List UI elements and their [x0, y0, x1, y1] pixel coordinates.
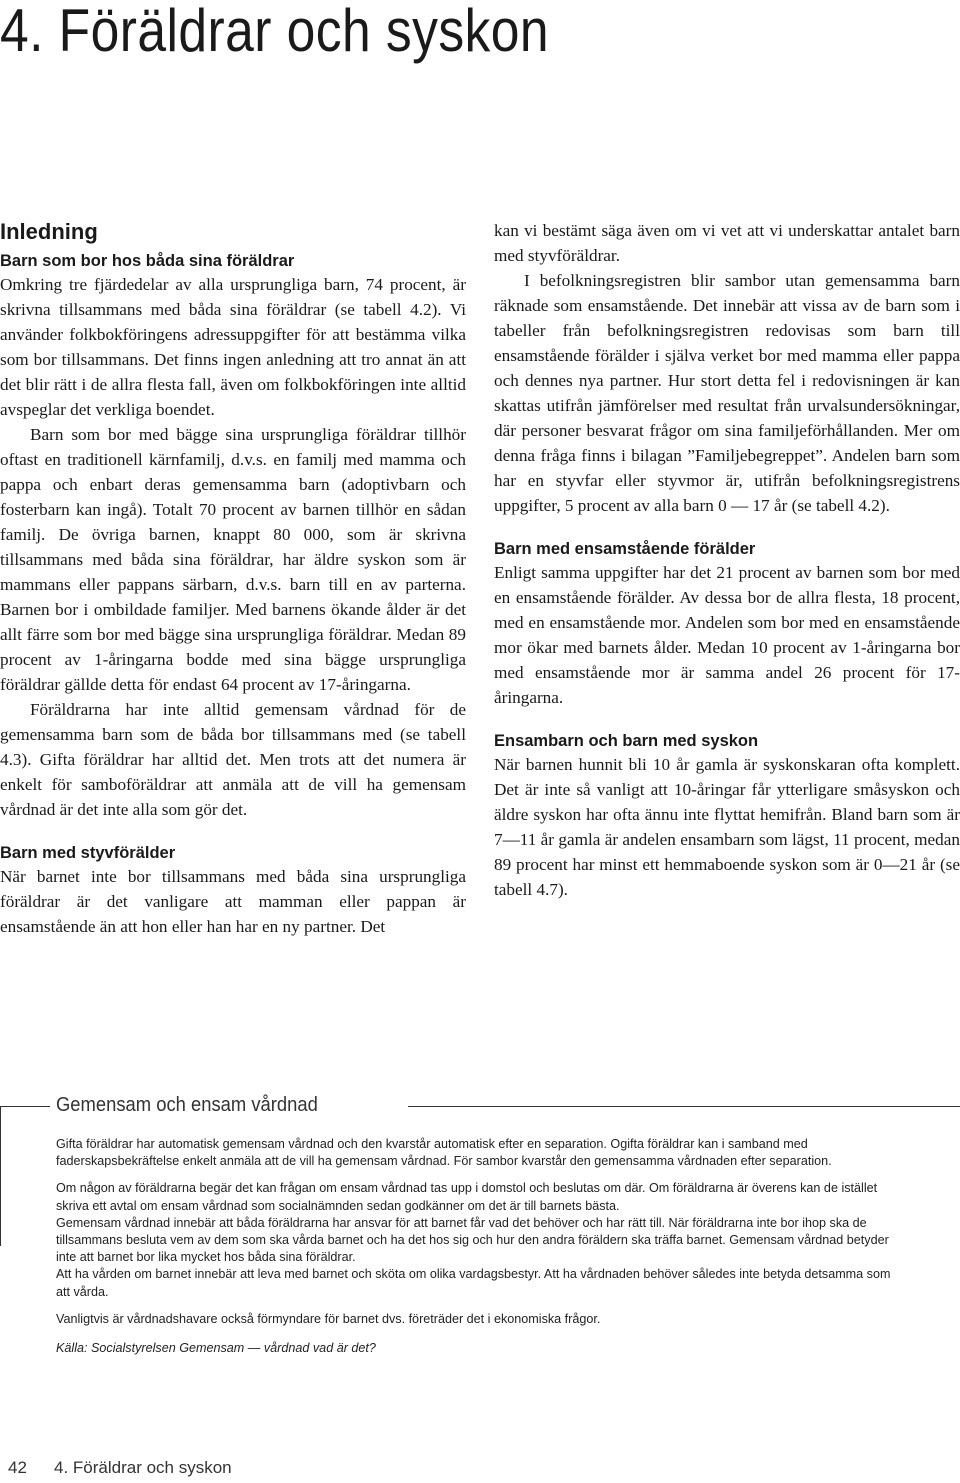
- fact-paragraph: Gifta föräldrar har automatisk gemensam vårdnad och den kvarstår automatisk efter en separation. Ogifta föräldrar kan i samband med faderskapsbekräftelse enkelt anmäla att de vill ha gemensam vårdnad. För sambor kvarstår den gemensamma vårdnaden efter separation.: [56, 1137, 832, 1169]
- box-rule: [408, 1106, 960, 1107]
- fact-box-body: [56, 1136, 906, 1367]
- paragraph: Barn som bor med bägge sina ursprungliga föräldrar tillhör oftast en traditionell kärnfamilj, d.v.s. en familj med mamma och pappa och enbart deras gemensamma barn (adoptivbarn och fosterbarn kan ingå). Totalt 70 procent av barnen tillhör en sådan familj. De övriga barnen, knappt 80 000, som är skrivna tillsammans med båda sina föräldrar, har äldre syskon som är mammans eller pappans särbarn, d.v.s. barn till en av parterna. Barnen bor i ombildade familjer. Med barnens ökande ålder är det allt färre som bor med bägge sina ursprungliga föräldrar. Medan 89 procent av 1-åringarna bodde med sina bägge ursprungliga föräldrar gällde detta för endast 64 procent av 17-åringarna.: [0, 425, 466, 694]
- paragraph: När barnet inte bor tillsammans med båda sina ursprungliga föräldrar är det vanligare att mamman eller pappan är ensamstående än att hon eller han har en ny partner. Det: [0, 867, 466, 936]
- paragraph: När barnen hunnit bli 10 år gamla är syskonskaran ofta komplett. Det är inte så vanligt att 10-åringar får ytterligare småsyskon och äldre syskon har ofta ännu inte flyttat hemifrån. Bland barn som är 7—11 år gamla är andelen ensambarn som lägst, 11 procent, medan 89 procent har minst ett hemmaboende syskon som är 0—21 år (se tabell 4.7).: [494, 755, 960, 899]
- fact-paragraph: Vanligtvis är vårdnadshavare också förmyndare för barnet dvs. företräder det i ekonomiska frågor.: [56, 1311, 601, 1326]
- fact-paragraph: Att ha vården om barnet innebär att leva med barnet och sköta om olika vardagsbestyr. Att ha vårdnaden behöver således inte betyda detsamma som att vårda.: [56, 1267, 891, 1299]
- left-column: [0, 212, 466, 939]
- fact-paragraph: Gemensam vårdnad innebär att båda föräldrarna har ansvar för att barnet får vad det behöver och har rätt till. När föräldrarna inte bor ihop ska de tillsammans besluta vem av dem som ska vårda barnet och ha det hos sig och hur den andra föräldern ska träffa barnet. Gemensam vårdnad betyder inte att barnet bor lika mycket hos båda sina föräldrar.: [56, 1215, 889, 1265]
- section-heading: Inledning: [0, 219, 98, 244]
- subheading-step-parent: Barn med styvförälder: [0, 844, 176, 862]
- page-footer: [8, 1458, 232, 1478]
- subheading-single-parent: Barn med ensamstående förälder: [494, 540, 756, 558]
- page-number: 42: [8, 1458, 27, 1477]
- right-column: [494, 218, 960, 902]
- paragraph: kan vi bestämt säga även om vi vet att vi underskattar antalet barn med styvföräldrar.: [494, 221, 960, 265]
- subheading-siblings: Ensambarn och barn med syskon: [494, 732, 759, 750]
- fact-box: [0, 1082, 960, 1422]
- fact-box-title: Gemensam och ensam vårdnad: [56, 1094, 318, 1116]
- box-rule: [0, 1106, 1, 1246]
- paragraph: Föräldrarna har inte alltid gemensam vårdnad för de gemensamma barn som de båda bor tillsammans med (se tabell 4.3). Gifta föräldrar har alltid det. Men trots att det numera är enkelt för samboföräldrar att anmäla att de vill ha gemensam vårdnad är det inte alla som gör det.: [0, 700, 466, 819]
- paragraph: I befolkningsregistren blir sambor utan gemensamma barn räknade som ensamstående. Det innebär att vissa av de barn som i tabeller från befolkningsregistren redovisas som barn till ensamstående förälder i själva verket bor med mamma eller pappa och dennes nya partner. Hur stort detta fel i redovisningen är kan skattas utifrån jämförelser med resultat från urvalsundersökningar, där personer besvarat frågor om sina familjeförhållanden. Mer om denna fråga finns i bilagan ”Familjebegreppet”. Andelen barn som har en styvfar eller styvmor är, utifrån befolkningsregistrens uppgifter, 5 procent av alla barn 0 — 17 år (se tabell 4.2).: [494, 271, 960, 515]
- chapter-title: 4. Föräldrar och syskon: [0, 0, 550, 64]
- subheading-both-parents: Barn som bor hos båda sina föräldrar: [0, 252, 295, 270]
- box-rule: [0, 1106, 50, 1107]
- fact-paragraph: Om någon av föräldrarna begär det kan frågan om ensam vårdnad tas upp i domstol och beslutas om där. Om föräldrarna är överens kan de istället skriva ett avtal om ensam vårdnad som socialnämnden sedan godkänner om det är till barnets bästa.: [56, 1181, 878, 1213]
- paragraph: Omkring tre fjärdedelar av alla ursprungliga barn, 74 procent, är skrivna tillsammans med båda sina föräldrar (se tabell 4.2). Vi använder folkbokföringens adressuppgifter för att bestämma vilka som bor tillsammans. Det finns ingen anledning att tro annat än att det blir rätt i de allra flesta fall, även om folkbokföringen inte alltid avspeglar det verkliga boendet.: [0, 275, 466, 419]
- footer-chapter: 4. Föräldrar och syskon: [54, 1458, 232, 1477]
- paragraph: Enligt samma uppgifter har det 21 procent av barnen som bor med en ensamstående förälder. Av dessa bor de allra flesta, 18 procent, med en ensamstående mor. Andelen som bor med en ensamstående mor ökar med barnets ålder. Medan 10 procent av 1-åringarna bor med ensamstående mor är samma andel 26 procent för 17-åringarna.: [494, 563, 960, 707]
- source-note: Källa: Socialstyrelsen Gemensam — vårdnad vad är det?: [56, 1341, 376, 1356]
